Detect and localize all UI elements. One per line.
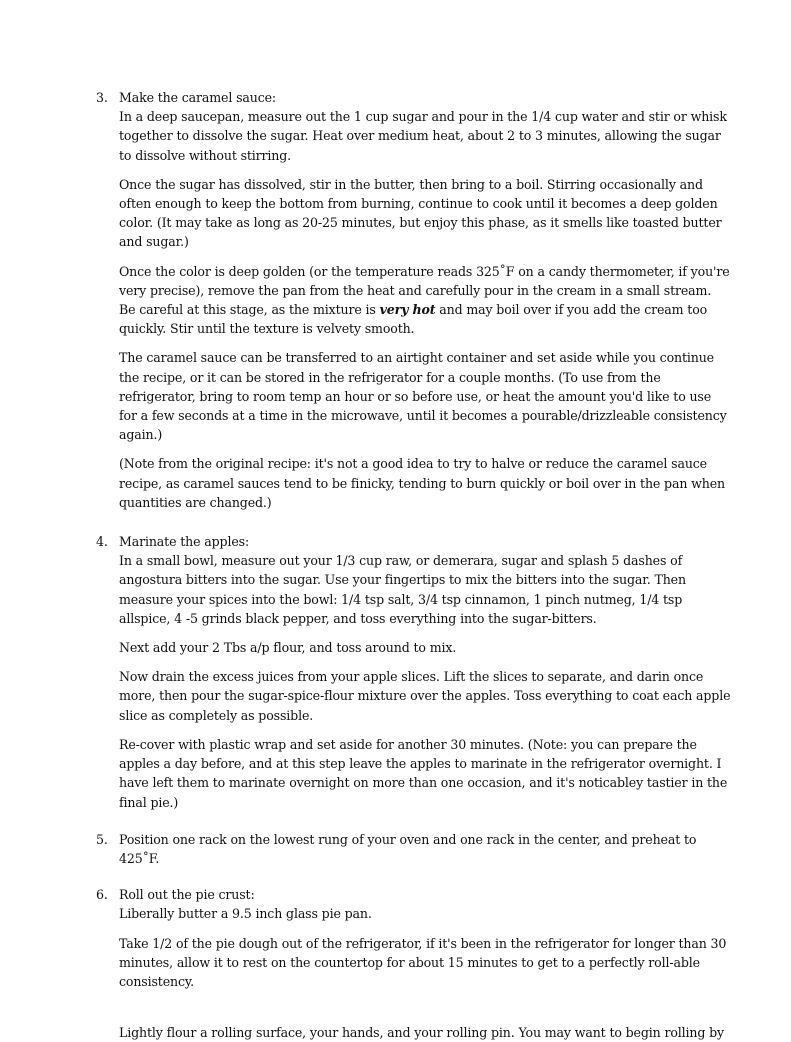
paragraph: Lightly flour a rolling surface, your hands, and your rolling pin. You may want to begin rolling by <box>119 1025 724 1041</box>
step-title: Make the caramel sauce: <box>119 90 277 105</box>
spacer <box>119 1001 731 1023</box>
paragraph: Liberally butter a 9.5 inch glass pie pan. <box>119 906 372 922</box>
paragraph: Re-cover with plastic wrap and set aside for another 30 minutes. (Note: you can prepare the apples a day before, and at this step leave the apples to marinate in the refrigerator overnight. I have left them to marinate overnight on more than one occasion, and it's noticabley tastier in the final pie.) <box>119 736 728 810</box>
step-number: 3. <box>96 90 108 105</box>
step-6 <box>96 885 731 1042</box>
paragraph <box>119 262 731 339</box>
step-title: Marinate the apples: <box>119 534 250 550</box>
paragraph: In a deep saucepan, measure out the 1 cup sugar and pour in the 1/4 cup water and stir or whisk together to dissolve the sugar. Heat over medium heat, about 2 to 3 minutes, allowing the sugar to dissolve without stirring. <box>119 109 727 163</box>
paragraph: Next add your 2 Tbs a/p flour, and toss around to mix. <box>119 640 457 656</box>
paragraph: (Note from the original recipe: it's not a good idea to try to halve or reduce the caramel sauce recipe, as caramel sauces tend to be finicky, tending to burn quickly or boil over in the pan when quantities are changed.) <box>119 456 725 510</box>
step-3 <box>96 88 731 512</box>
step-title: Roll out the pie crust: <box>119 887 255 903</box>
step-title: Position one rack on the lowest rung of your oven and one rack in the center, and preheat to 425˚F. <box>119 831 697 866</box>
paragraph: Now drain the excess juices from your apple slices. Lift the slices to separate, and darin once more, then pour the sugar-spice-flour mixture over the apples. Toss everything to coat each apple slice as completely as possible. <box>119 669 731 723</box>
paragraph: Once the sugar has dissolved, stir in the butter, then bring to a boil. Stirring occasionally and often enough to keep the bottom from burning, continue to cook until it becomes a deep golden color. (It may take as long as 20-25 minutes, but enjoy this phase, as it smells like toasted butter and sugar.) <box>119 176 722 250</box>
paragraph-text: Once the color is deep golden (or the temperature reads 325˚F on a candy thermometer, if you're very precise), remove the pan from the heat and carefully pour in the cream in a small stream. Be careful at this stage, as the mixture is <box>119 263 730 318</box>
step-4 <box>96 532 731 812</box>
step-number: 5. <box>96 831 108 847</box>
step-number: 4. <box>96 534 108 550</box>
emphasis-text: very hot <box>379 302 436 318</box>
step-5 <box>96 830 731 868</box>
paragraph: The caramel sauce can be transferred to an airtight container and set aside while you continue the recipe, or it can be stored in the refrigerator for a couple months. (To use from the refrigerator, bring to room temp an hour or so before use, or heat the amount you'd like to use for a few seconds at a time in the microwave, until it becomes a pourable/drizzleable consistency again.) <box>119 350 727 443</box>
paragraph: Take 1/2 of the pie dough out of the refrigerator, if it's been in the refrigerator for longer than 30 minutes, allow it to rest on the countertop for about 15 minutes to get to a perfectly roll-able consistency. <box>119 935 727 989</box>
paragraph-text: and may boil over if you add the cream too quickly. Stir until the texture is velvety smooth. <box>119 302 708 337</box>
step-number: 6. <box>96 887 108 903</box>
paragraph: In a small bowl, measure out your 1/3 cup raw, or demerara, sugar and splash 5 dashes of angostura bitters into the sugar. Use your fingertips to mix the bitters into the sugar. Then measure your spices into the bowl: 1/4 tsp salt, 3/4 tsp cinnamon, 1 pinch nutmeg, 1/4 tsp allspice, 4 -5 grinds black pepper, and toss everything into the sugar-bitters. <box>119 553 686 626</box>
